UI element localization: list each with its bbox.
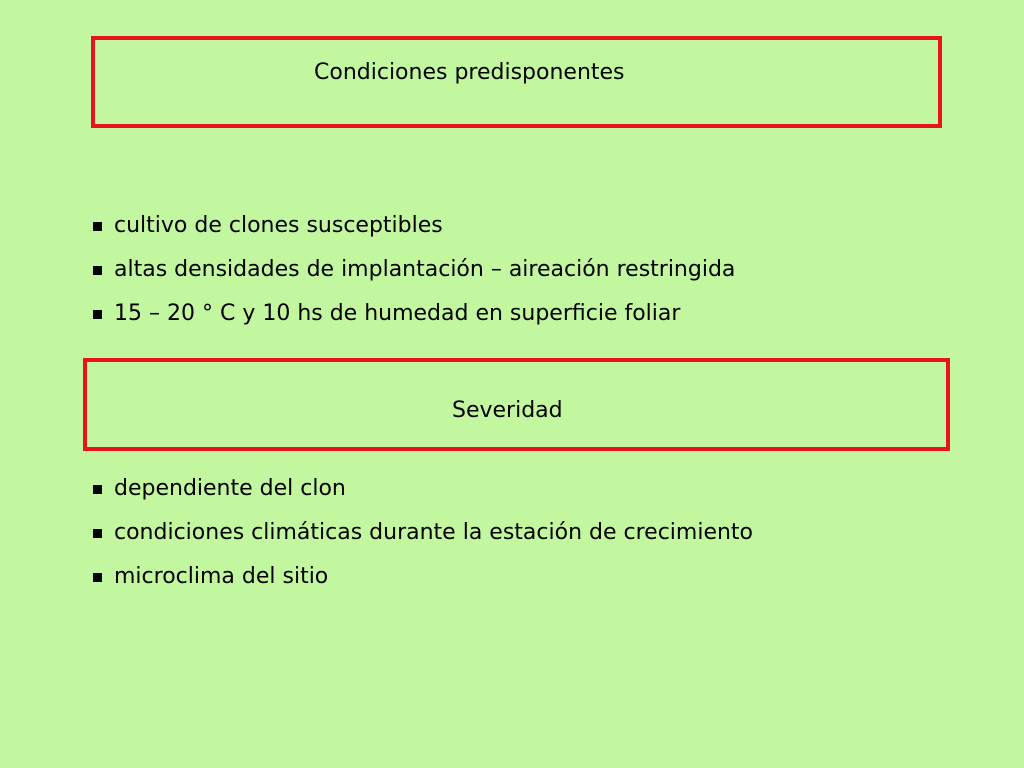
- section-title-severidad: Severidad: [452, 398, 563, 423]
- bullet-list-condiciones: [92, 213, 735, 345]
- section-title-condiciones: Condiciones predisponentes: [314, 60, 625, 85]
- bullet-list-severidad: [92, 476, 753, 608]
- list-item: [92, 213, 735, 257]
- list-item: [92, 301, 735, 345]
- list-item-text: cultivo de clones susceptibles: [114, 213, 443, 238]
- list-item-text: condiciones climáticas durante la estación de crecimiento: [114, 520, 754, 545]
- list-item-text: microclima del sitio: [114, 564, 329, 589]
- section-title-box-severidad: [83, 358, 950, 451]
- list-item: [92, 520, 753, 564]
- list-item: [92, 257, 735, 301]
- list-item-text: altas densidades de implantación – aireación restringida: [114, 257, 736, 282]
- square-bullet-icon: [93, 529, 102, 538]
- list-item-text: 15 – 20 ° C y 10 hs de humedad en superficie foliar: [114, 301, 681, 326]
- square-bullet-icon: [93, 222, 102, 231]
- list-item: [92, 564, 753, 608]
- list-item: [92, 476, 753, 520]
- square-bullet-icon: [93, 485, 102, 494]
- square-bullet-icon: [93, 573, 102, 582]
- square-bullet-icon: [93, 266, 102, 275]
- section-title-box-condiciones: [91, 36, 942, 128]
- list-item-text: dependiente del clon: [114, 476, 346, 501]
- square-bullet-icon: [93, 310, 102, 319]
